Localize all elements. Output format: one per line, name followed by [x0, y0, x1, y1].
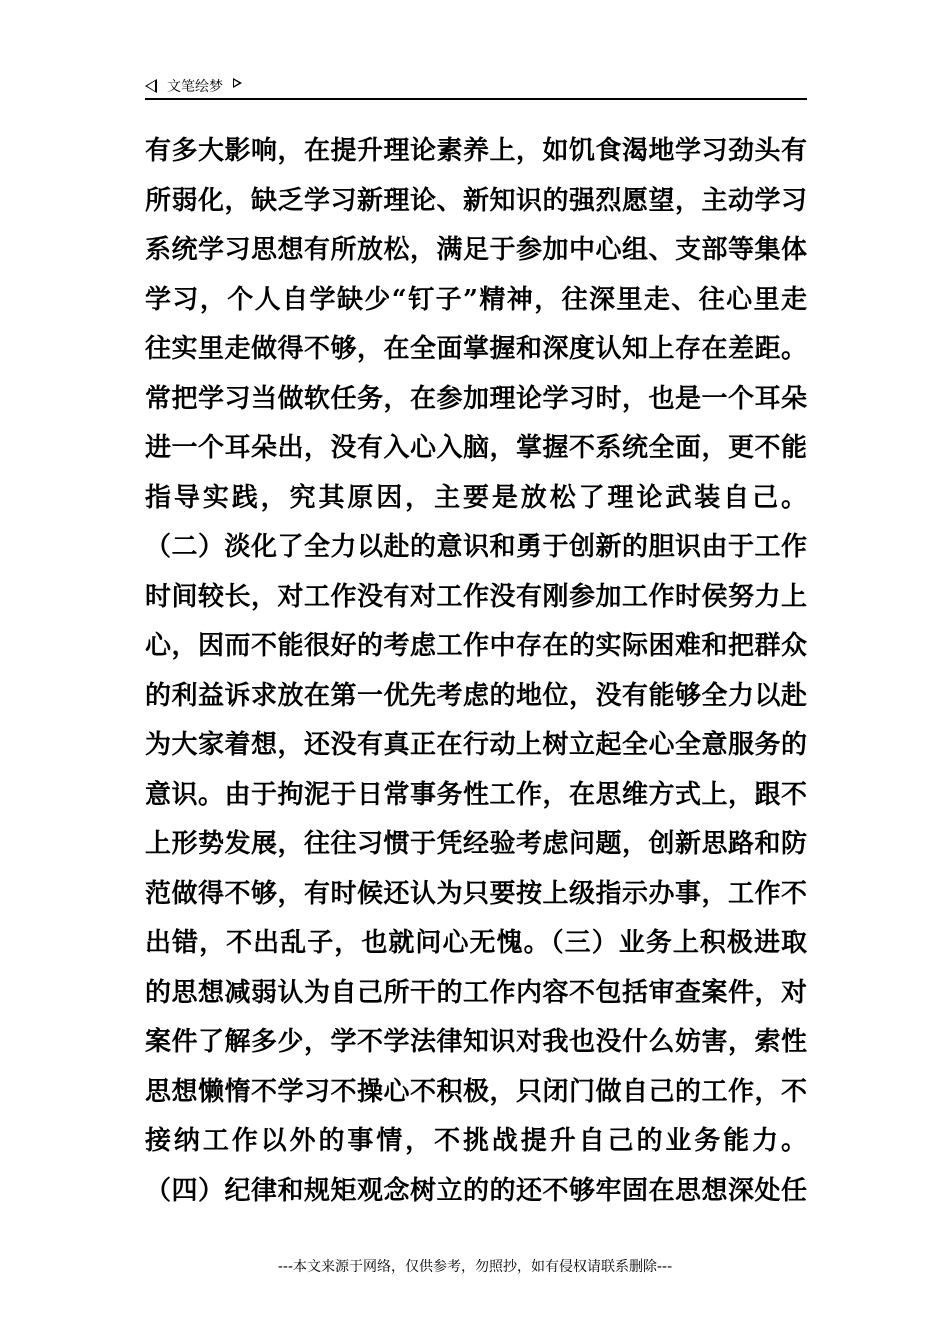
- text-line: 时间较长，对工作没有对工作没有刚参加工作时侯努力上: [145, 581, 807, 612]
- header-title: 文笔绘梦: [167, 79, 223, 95]
- text-line: 进一个耳朵出，没有入心入脑，掌握不系统全面，更不能: [145, 433, 807, 463]
- text-line: 意识。由于拘泥于日常事务性工作，在思维方式上，跟不: [145, 779, 807, 810]
- text-line: 有多大影响，在提升理论素养上，如饥食渴地学习劲头有: [145, 136, 807, 166]
- text-line: 的思想减弱认为自己所干的工作内容不包括审查案件，对: [145, 977, 807, 1008]
- text-line: 所弱化，缺乏学习新理论、新知识的强烈愿望，主动学习: [145, 185, 807, 216]
- footer-disclaimer: ---本文来源于网络，仅供参考，勿照抄，如有侵权请联系删除---: [277, 1259, 673, 1275]
- text-line: 出错，不出乱子，也就问心无愧。（三）业务上积极进取: [145, 928, 807, 958]
- text-line: （四）纪律和规矩观念树立的的还不够牢固在思想深处任: [145, 1175, 807, 1206]
- text-line: 常把学习当做软任务，在参加理论学习时，也是一个耳朵: [145, 383, 807, 414]
- text-line: 接纳工作以外的事情，不挑战提升自己的业务能力。: [145, 1126, 807, 1156]
- text-line: 系统学习思想有所放松，满足于参加中心组、支部等集体: [145, 235, 807, 265]
- text-line: 学习，个人自学缺少“钉子”精神，往深里走、往心里走: [145, 284, 807, 315]
- text-line: 指导实践，究其原因，主要是放松了理论武装自己。: [145, 482, 807, 513]
- text-line: 范做得不够，有时候还认为只要按上级指示办事，工作不: [145, 878, 807, 909]
- document-body: [145, 127, 807, 1216]
- left-triangle-icon: [145, 79, 157, 93]
- text-line: 心，因而不能很好的考虑工作中存在的实际困难和把群众: [145, 631, 807, 661]
- text-line: 的利益诉求放在第一优先考虑的地位，没有能够全力以赴: [145, 680, 807, 711]
- text-line: 案件了解多少，学不学法律知识对我也没什么妨害，索性: [145, 1027, 807, 1057]
- text-line: 思想懒惰不学习不操心不积极，只闭门做自己的工作，不: [145, 1076, 807, 1107]
- text-line: （二）淡化了全力以赴的意识和勇于创新的胆识由于工作: [145, 532, 807, 562]
- text-line: 往实里走做得不够，在全面掌握和深度认知上存在差距。: [145, 334, 807, 364]
- text-line: 为大家着想，还没有真正在行动上树立起全心全意服务的: [145, 730, 807, 760]
- page-header: [145, 74, 807, 98]
- right-triangle-icon: [233, 78, 242, 88]
- header-divider: [145, 98, 807, 100]
- text-line: 上形势发展，往往习惯于凭经验考虑问题，创新思路和防: [145, 829, 807, 859]
